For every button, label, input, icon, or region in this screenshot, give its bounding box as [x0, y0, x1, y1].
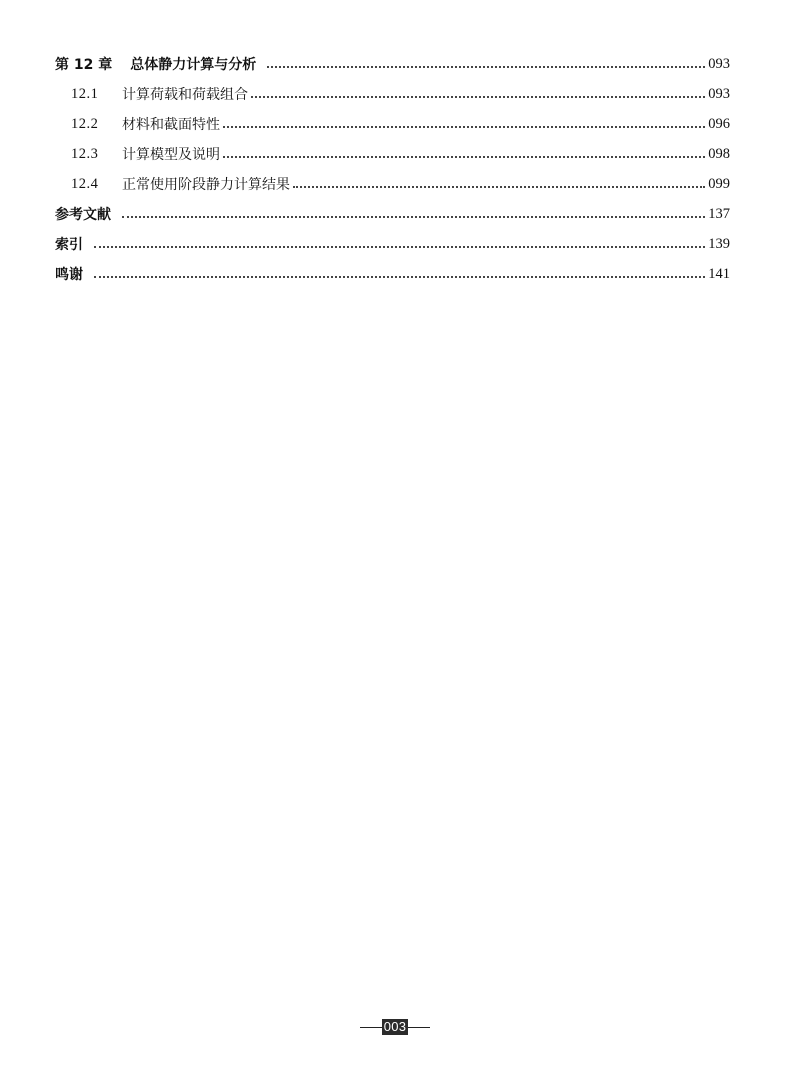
section-number: 12.1	[71, 85, 99, 102]
toc-chapter-12[interactable]	[55, 49, 730, 79]
back-matter-title: 鸣谢	[55, 267, 83, 283]
back-matter-title: 参考文献	[55, 207, 111, 223]
dot-leader	[94, 275, 705, 278]
section-page-number: 096	[708, 115, 730, 132]
section-number: 12.2	[71, 115, 99, 132]
dot-leader	[122, 215, 705, 218]
section-number: 12.4	[71, 175, 99, 192]
dot-leader	[293, 185, 705, 188]
chapter-page-number: 093	[708, 55, 730, 72]
table-of-contents	[55, 49, 730, 289]
toc-section-12-4[interactable]	[55, 169, 730, 199]
footer-rule-right	[408, 1027, 430, 1028]
toc-section-12-1[interactable]	[55, 79, 730, 109]
chapter-title: 总体静力计算与分析	[130, 57, 257, 73]
section-page-number: 099	[708, 175, 730, 192]
section-title: 材料和截面特性	[122, 117, 220, 133]
back-matter-title: 索引	[55, 237, 83, 253]
toc-references[interactable]	[55, 199, 730, 229]
toc-section-12-2[interactable]	[55, 109, 730, 139]
section-number: 12.3	[71, 145, 99, 162]
dot-leader	[267, 65, 705, 68]
dot-leader	[223, 125, 705, 128]
section-title: 计算荷载和荷载组合	[122, 87, 248, 103]
section-title: 正常使用阶段静力计算结果	[122, 177, 290, 193]
section-page-number: 093	[708, 85, 730, 102]
dot-leader	[223, 155, 705, 158]
section-title: 计算模型及说明	[122, 147, 220, 163]
back-matter-page-number: 139	[708, 235, 730, 252]
section-page-number: 098	[708, 145, 730, 162]
dot-leader	[251, 95, 705, 98]
footer-rule-left	[360, 1027, 382, 1028]
toc-acknowledgements[interactable]	[55, 259, 730, 289]
dot-leader	[94, 245, 705, 248]
chapter-label: 第 12 章	[55, 57, 113, 73]
back-matter-page-number: 141	[708, 265, 730, 282]
page-footer	[0, 1019, 790, 1035]
toc-section-12-3[interactable]	[55, 139, 730, 169]
toc-index[interactable]	[55, 229, 730, 259]
footer-page-number: 003	[383, 1019, 407, 1034]
back-matter-page-number: 137	[708, 205, 730, 222]
